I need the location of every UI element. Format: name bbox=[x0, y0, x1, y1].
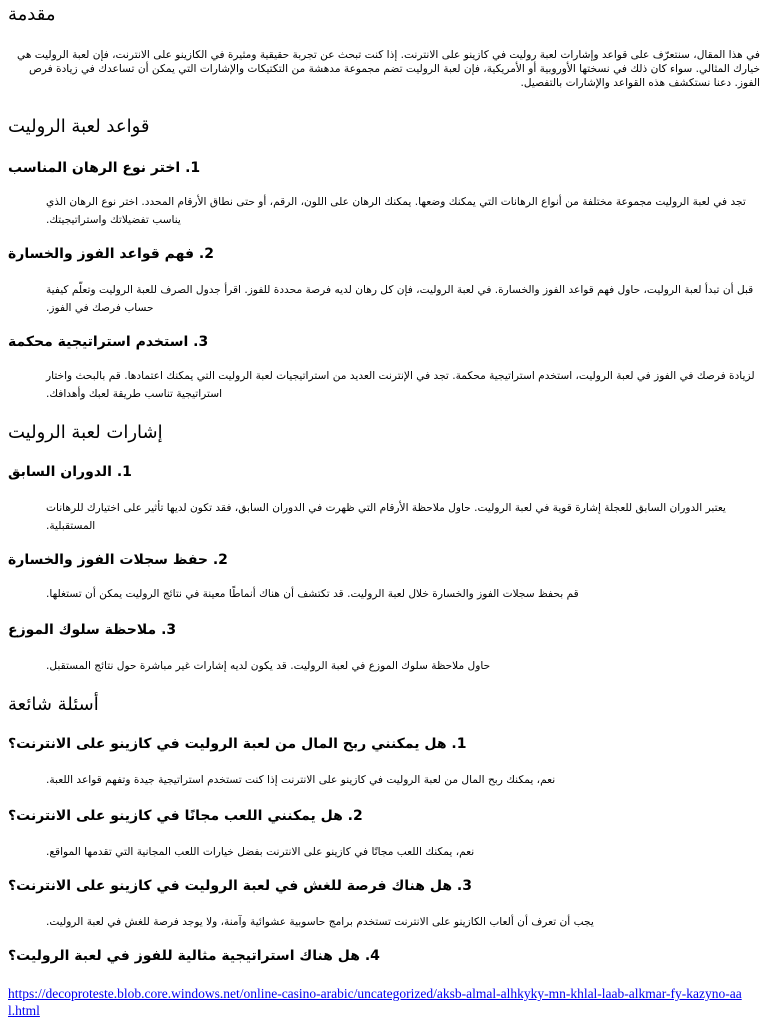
faq-item-1-title: 1. هل يمكنني ربح المال من لعبة الروليت في كازينو على الانترنت؟ bbox=[8, 736, 467, 752]
rules-item-1-title: 1. اختر نوع الرهان المناسب bbox=[8, 160, 201, 176]
signals-heading: إشارات لعبة الروليت bbox=[8, 422, 163, 443]
faq-heading: أسئلة شائعة bbox=[8, 694, 99, 715]
signals-item-1-text: يعتبر الدوران السابق للعجلة إشارة قوية في لعبة الروليت. حاول ملاحظة الأرقام التي ظهرت في الدوران السابق، فقد تكون لديها تأثير على اختيارك للرهانات المستقبلية. bbox=[46, 502, 726, 532]
rules-item-2-title: 2. فهم قواعد الفوز والخسارة bbox=[8, 246, 214, 262]
faq-item-3-text: يجب أن تعرف أن ألعاب الكازينو على الانترنت تستخدم برامج حاسوبية عشوائية وآمنة، ولا يوجد فرصة للغش في لعبة الروليت. bbox=[46, 916, 594, 928]
intro-paragraph: في هذا المقال، سنتعرّف على قواعد وإشارات لعبة روليت في كازينو على الانترنت. إذا كنت تبحث عن تجربة حقيقية ومثيرة في الكازينو على الانترنت، فإن لعبة الروليت هي خيارك المثالي. سواء كان ذلك في نسختها الأوروبية أو الأمريكية، فإن لعبة الروليت تضم مجموعة مدهشة من التكتيكات والإشارات التي يمكن أن تساعدك في زيادة فرص الفوز. دعنا نستكشف هذه القواعد والإشارات بالتفصيل. bbox=[17, 49, 760, 89]
signals-item-3-text: حاول ملاحظة سلوك الموزع في لعبة الروليت. قد يكون لديه إشارات غير مباشرة حول نتائج المستقبل. bbox=[46, 660, 491, 672]
intro-heading: مقدمة bbox=[8, 4, 56, 25]
rules-item-2-text: قبل أن تبدأ لعبة الروليت، حاول فهم قواعد الفوز والخسارة. في لعبة الروليت، فإن كل رهان لديه فرصة محددة للفوز. اقرأ جدول الصرف للعبة الروليت وتعلّم كيفية حساب فرصك في الفوز. bbox=[46, 284, 754, 314]
signals-item-1-title: 1. الدوران السابق bbox=[8, 464, 132, 480]
source-link[interactable]: https://decoproteste.blob.core.windows.net/online-casino-arabic/uncategorized/aksb-almal-alhkyky-mn-khlal-laab-alkmar-fy-kazyno-aal.html bbox=[8, 986, 742, 1018]
faq-item-2-title: 2. هل يمكنني اللعب مجانًا في كازينو على الانترنت؟ bbox=[8, 808, 363, 824]
signals-item-2-title: 2. حفظ سجلات الفوز والخسارة bbox=[8, 552, 228, 568]
faq-item-4-title: 4. هل هناك استراتيجية مثالية للفوز في لعبة الروليت؟ bbox=[8, 948, 380, 964]
rules-item-1-text: تجد في لعبة الروليت مجموعة مختلفة من أنواع الرهانات التي يمكنك وضعها. يمكنك الرهان على اللون، الرقم، أو حتى نطاق الأرقام المحدد. اختر نوع الرهان الذي يناسب تفضيلاتك واستراتيجيتك. bbox=[46, 196, 746, 226]
signals-item-3-title: 3. ملاحظة سلوك الموزع bbox=[8, 622, 177, 638]
faq-item-2-text: نعم، يمكنك اللعب مجانًا في كازينو على الانترنت بفضل خيارات اللعب المجانية التي تقدمها المواقع. bbox=[46, 846, 475, 858]
faq-item-1-text: نعم، يمكنك ربح المال من لعبة الروليت في كازينو على الانترنت إذا كنت تستخدم استراتيجية جيدة وتفهم قواعد اللعبة. bbox=[46, 774, 556, 786]
rules-item-3-title: 3. استخدم استراتيجية محكمة bbox=[8, 334, 209, 350]
rules-item-3-text: لزيادة فرصك في الفوز في لعبة الروليت، استخدم استراتيجية محكمة. تجد في الإنترنت العديد من استراتيجيات لعبة الروليت التي يمكنك اعتمادها. قم بالبحث واختار استراتيجية تناسب طريقة لعبك وأهدافك. bbox=[46, 370, 755, 400]
rules-heading: قواعد لعبة الروليت bbox=[8, 116, 150, 137]
signals-item-2-text: قم بحفظ سجلات الفوز والخسارة خلال لعبة الروليت. قد تكتشف أن هناك أنماطًا معينة في نتائج الروليت يمكن أن تستغلها. bbox=[46, 588, 579, 600]
faq-item-3-title: 3. هل هناك فرصة للغش في لعبة الروليت في كازينو على الانترنت؟ bbox=[8, 878, 472, 894]
